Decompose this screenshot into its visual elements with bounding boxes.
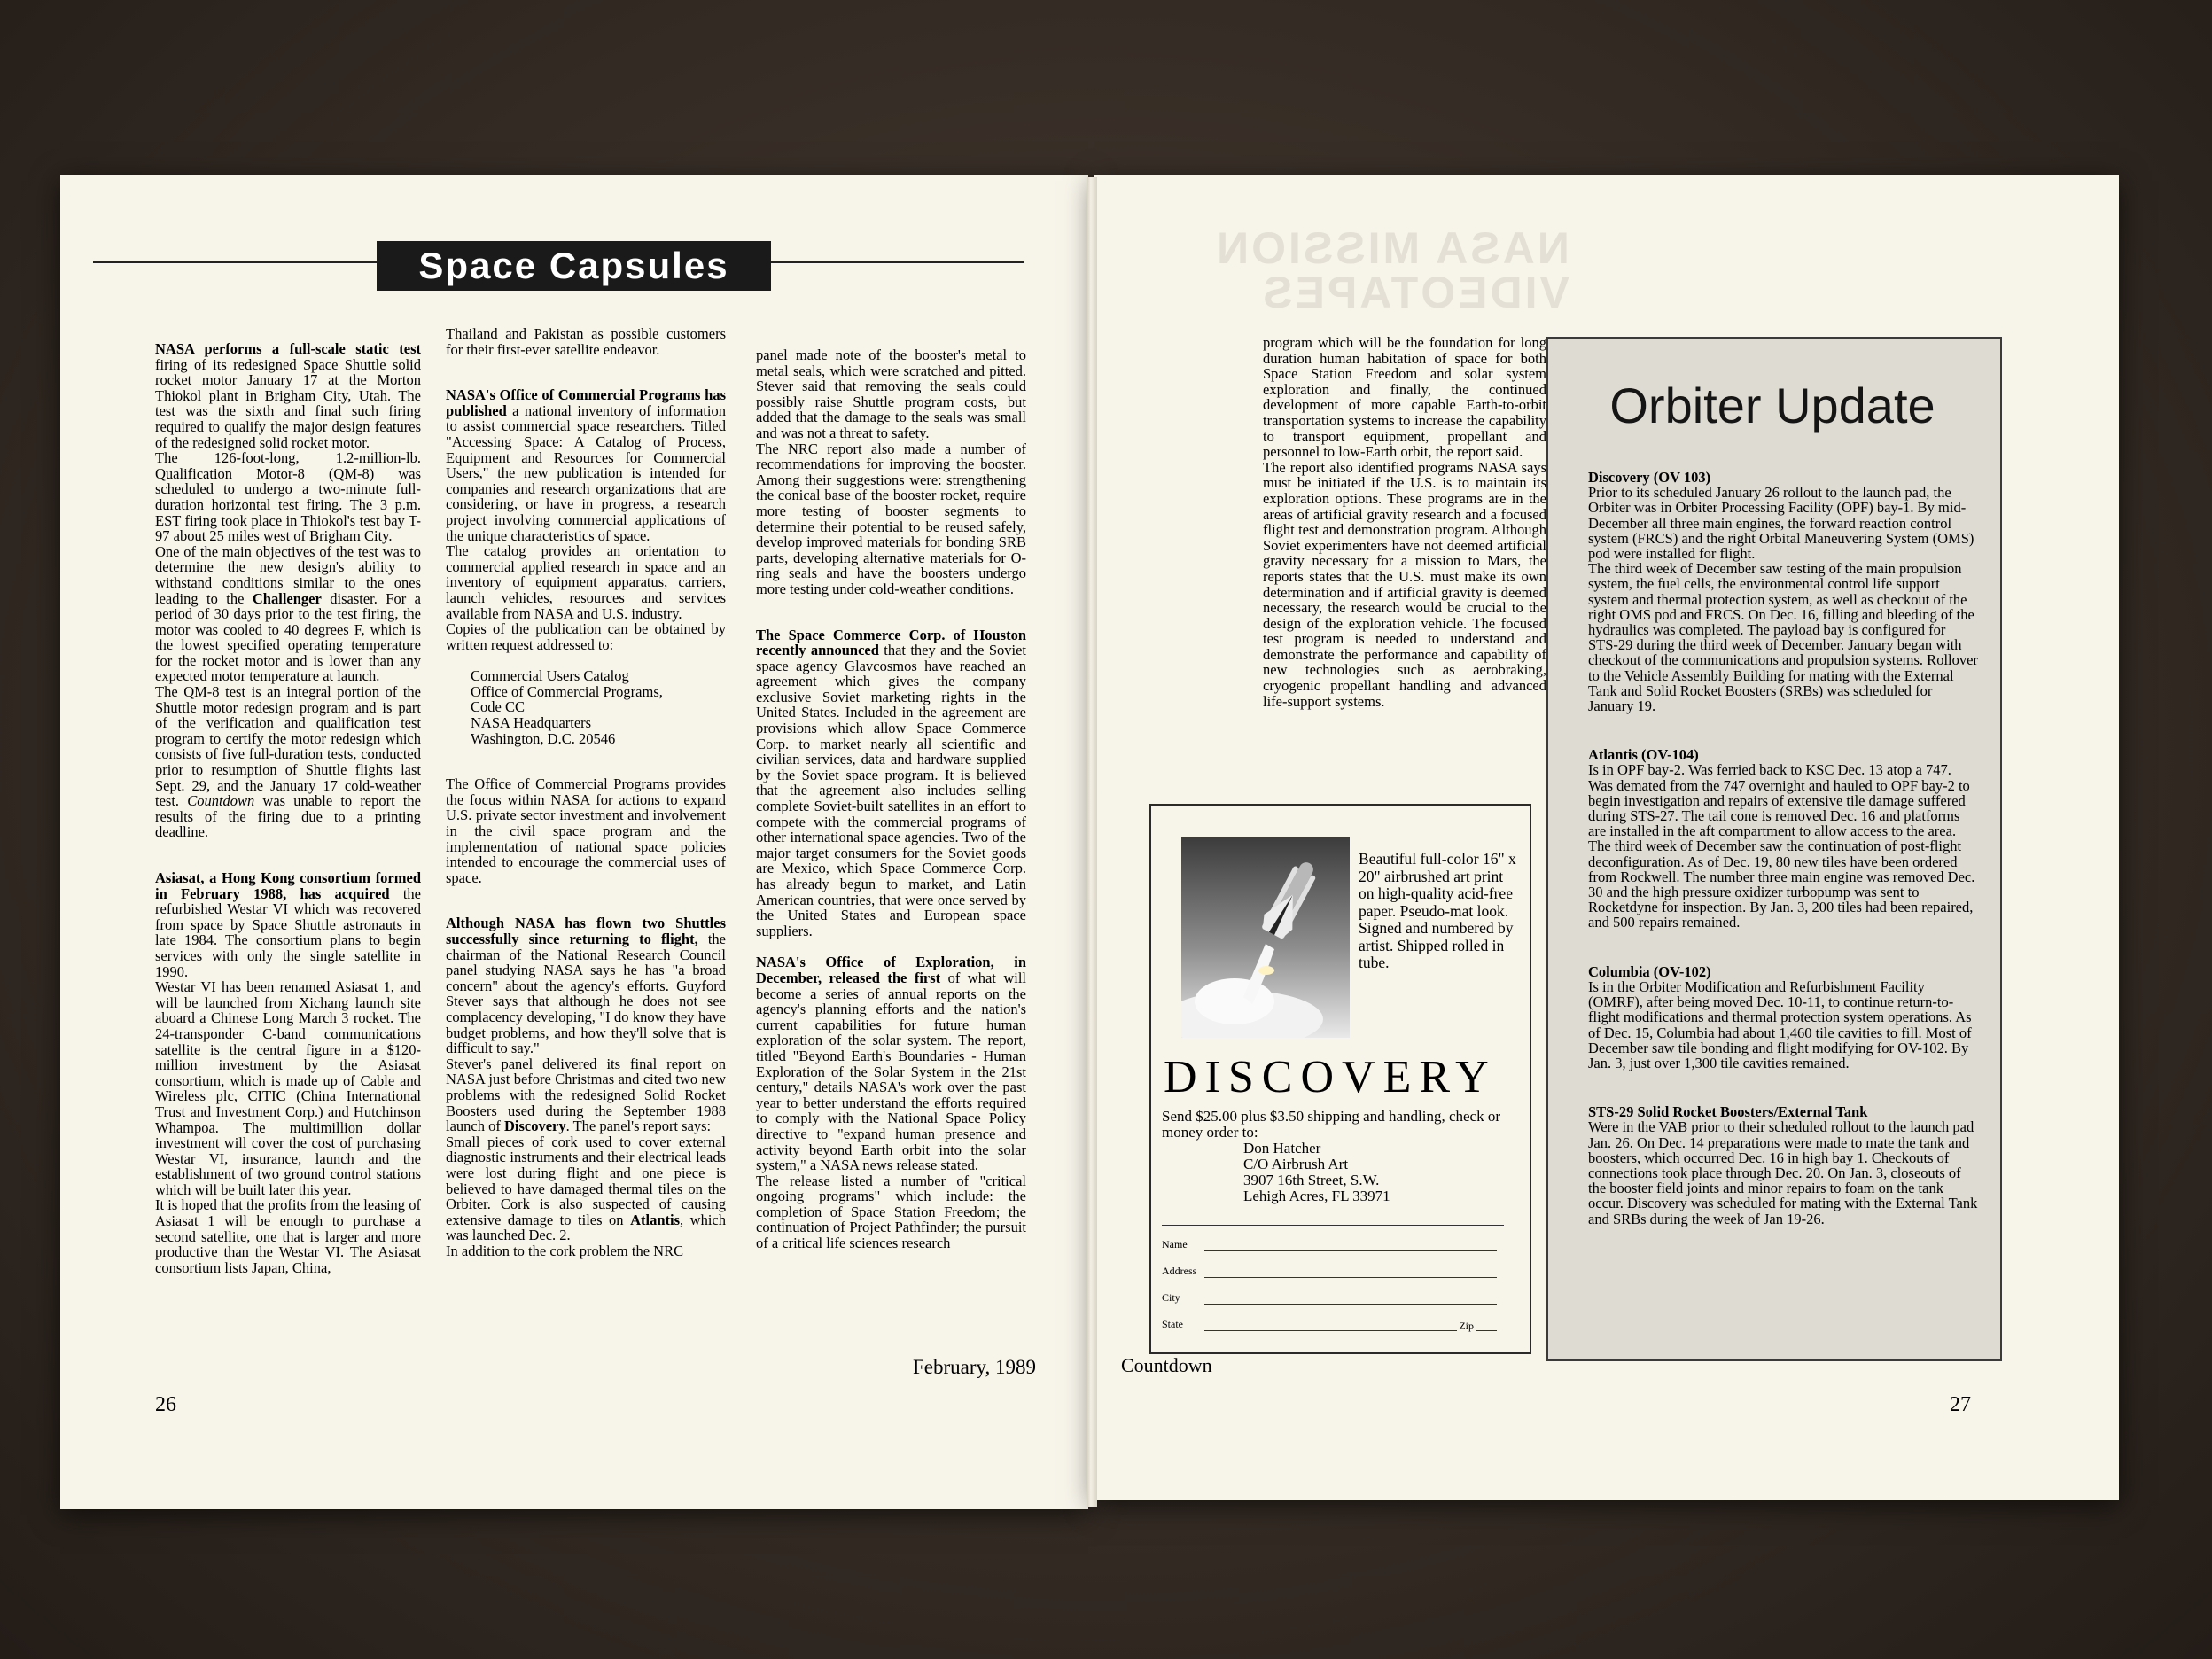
paragraph: Thailand and Pakistan as possible customers for their first-ever satellite endeavor.	[446, 325, 726, 358]
form-label-state: State	[1162, 1318, 1183, 1330]
paragraph: The release listed a number of "critical ongoing programs" which include: the completion of Space Station Freedom; the continuation of Project Pathfinder; the pursuit of a critical life sciences research	[756, 1172, 1026, 1252]
paragraph: Is in OPF bay-2. Was ferried back to KSC Dec. 13 atop a 747. Was demated from the 747 overnight and hauled to OPF bay-2 to begin investigation and repairs of extensive tile damage suffered during STS-27. The tail cone is removed Dec. 16 and platforms are installed in the aft compartment to allow access to the area. The third week of December saw the continuation of post-flight deconfiguration. As of Dec. 19, 80 new tiles have been ordered from Rockwell. The number three main engine was removed Dec. 30 and the high pressure oxidizer turbopump was sent to Rocketdyne for inspection. By Jan. 3, 200 tiles had been repaired, and 500 repairs remained.	[1588, 761, 1975, 931]
orbiter-update-title: Orbiter Update	[1609, 378, 1936, 433]
paragraph: One of the main objectives of the test was to determine the new design's ability to withstand conditions similar to the ones leading to the Challenger disaster. For a period of 30 days prior to the test firing, the motor was cooled to 40 degrees F, which is the lowest specified operating temperature for the rocket motor and is lower than any expected motor temperature at launch.	[155, 542, 421, 685]
paragraph: Copies of the publication can be obtained by written request addressed to:	[446, 620, 726, 653]
ad-title: DISCOVERY	[1164, 1052, 1497, 1102]
paragraph: In addition to the cork problem the NRC	[446, 1242, 684, 1259]
paragraph: Prior to its scheduled January 26 rollout to the launch pad, the Orbiter was in Orbiter Processing Facility (OPF) bay-1. By mid-December all three main engines, the forward reaction control system (FRCS) and the right Orbital Maneuvering System (OMS) pod were installed for flight.	[1588, 484, 1974, 563]
orbiter-update-entries	[1588, 470, 1978, 1227]
entry-heading: Atlantis (OV-104)	[1588, 746, 1699, 764]
form-label-city: City	[1162, 1291, 1180, 1304]
entry-heading: Columbia (OV-102)	[1588, 962, 1711, 980]
paragraph: panel made note of the booster's metal to metal seals, which were scratched and pitted. Stever said that removing the seals could possibly raise Shuttle program costs, but added that the damage to the seals was small and was not a threat to safety.	[756, 347, 1026, 441]
paragraph: NASA's Office of Commercial Programs has published a national inventory of information to assist commercial space researchers. Titled "Accessing Space: A Catalog of Process, Equipment and Resources for Commercial Users," the new publication is intended for companies and research organizations that are considering, or have in progress, a research project involving commercial applications of the unique characteristics of space.	[446, 386, 726, 544]
form-divider	[1162, 1225, 1504, 1226]
paragraph: NASA's Office of Exploration, in December, released the first of what will become a series of annual reports on the agency's planning efforts and the nation's current capabilities for future human exploration of the solar system. The report, titled "Beyond Earth's Boundaries - Human Exploration of the Solar System in the 21st century," details NASA's work over the past year to better understand the efforts required to comply with the National Space Policy directive to "expand human presence and activity beyond Earth orbit into the solar system," a NASA news release stated.	[756, 954, 1026, 1174]
shuttle-launch-artwork	[1181, 837, 1350, 1038]
page-number-left: 26	[155, 1393, 176, 1416]
form-label-name: Name	[1162, 1238, 1188, 1250]
form-label-address: Address	[1162, 1265, 1197, 1277]
paragraph: Stever's panel delivered its final report on NASA just before Christmas and cited two new problems with the redesigned Solid Rocket Boosters used during the September 1988 launch of Discovery. The panel's report says:	[446, 1055, 726, 1135]
issue-date: February, 1989	[913, 1356, 1037, 1378]
paragraph: Were in the VAB prior to their scheduled rollout to the launch pad Jan. 26. On Dec. 14 preparations were made to mate the tank and boosters, which occurred Dec. 16 in high bay 1. Checkouts of connections took place through Dec. 20. On Jan. 3, closeouts of the booster field joints and minor repairs to foam on the tank occur. Discovery was scheduled for mating with the External Tank and SRBs during the week of Jan 19-26.	[1588, 1118, 1978, 1227]
paragraph: The 126-foot-long, 1.2-million-lb. Qualification Motor-8 (QM-8) was scheduled to undergo a two-minute full-duration horizontal test firing. The 3 p.m. EST firing took place in Thiokol's test bay T-97 about 25 miles west of Brigham City.	[155, 449, 421, 545]
paragraph: Is in the Orbiter Modification and Refurbishment Facility (OMRF), after being moved Dec. 10-11, to continue return-to-flight modifications and thermal protection system operations. As of Dec. 15, Columbia had about 1,460 tile cavities to fill. Most of December saw tile bonding and flight modifying for OV-102. By Jan. 3, just over 1,300 tile cavities remained.	[1588, 977, 1972, 1071]
paragraph: The QM-8 test is an integral portion of the Shuttle motor redesign program and is part of the verification and qualification test program to certify the motor redesign which consists of five full-duration tests, conducted prior to resumption of Shuttle flights last Sept. 29, and the January 17 cold-weather test. Countdown was unable to report the results of the firing due to a printing deadline.	[155, 683, 422, 841]
state-line	[1204, 1330, 1497, 1331]
paragraph: It is hoped that the profits from the leasing of Asiasat 1 will be enough to purchase a second satellite, one that is larger and more productive than the Westar VI. The Asiasat consortium lists Japan, China,	[155, 1196, 421, 1276]
order-form	[1162, 1230, 1507, 1336]
address-line	[1204, 1277, 1497, 1278]
paragraph: Small pieces of cork used to cover external diagnostic instruments and their electrical leads were lost during flight and one piece is believed to have damaged thermal tiles on the Orbiter. Cork is also suspected of causing extensive damage to tiles on Atlantis, which was launched Dec. 2.	[446, 1133, 726, 1244]
paragraph: Asiasat, a Hong Kong consortium formed in February 1988, has acquired the refurbished Westar VI which was recovered from space by Space Shuttle astronauts in late 1984. The consortium plans to begin services with only the single satellite in 1990.	[155, 869, 421, 980]
ad-description: Beautiful full-color 16" x 20" airbrushed art print on high-quality acid-free paper. Pseudo-mat look. Signed and numbered by artist. Shipped rolled in tube.	[1359, 850, 1516, 971]
paragraph: Westar VI has been renamed Asiasat 1, and will be launched from Xichang launch site aboard a Chinese Long March 3 rocket. The 24-transponder C-band communications satellite is the central figure in a $120-million investment by the Asiasat consortium, which is made up of Cable and Wireless plc, CITIC (China International Trust and Investment Corp.) and Hutchinson Whampoa. The multimillion dollar investment will cover the cost of purchasing Westar VI, insurance, launch and the establishment of two ground control stations which will be built later this year.	[155, 978, 421, 1198]
column-3	[756, 347, 1026, 1251]
right-column-1	[1263, 335, 1546, 709]
mailing-address: Commercial Users Catalog Office of Commercial Programs, Code CC NASA Headquarters Washington, D.C. 20546	[471, 667, 663, 747]
form-label-zip: Zip	[1459, 1320, 1474, 1332]
column-2	[446, 326, 726, 1258]
paragraph: NASA performs a full-scale static test firing of its redesigned Space Shuttle solid rocket motor January 17 at the Morton Thiokol plant in Brigham City, Utah. The test was the sixth and final such firing required to qualify the major design features of the redesigned solid rocket motor.	[155, 340, 421, 451]
entry-heading: STS-29 Solid Rocket Boosters/External Tank	[1588, 1103, 1868, 1121]
city-line	[1204, 1304, 1497, 1305]
paragraph: The report also identified programs NASA says must be initiated if the U.S. is to maintain its exploration options. These programs are in the areas of artificial gravity research and a focused flight test and demonstration program. Although Soviet experimenters have not deemed artificial gravity necessary for a mission to Mars, the reports states that the U.S. must make its own determination and if artificial gravity is deemed necessary, the research would be crucial to the design of the exploration vehicle. The focused test program is needed to understand and demonstrate the performance and capability of new technologies such as aerobraking, cryogenic propellant handling and advanced life-support systems.	[1263, 458, 1546, 710]
paragraph: The catalog provides an orientation to commercial applied research in space and an inventory of equipment apparatus, carriers, launch vehicles, resources and services available from NASA and U.S. industry.	[446, 542, 726, 622]
paragraph: Although NASA has flown two Shuttles successfully since returning to flight, the chairman of the National Research Council panel studying NASA says he has "a broad concern" about the agency's efforts. Guyford Stever says that although he does not see complacency developing, "I do know they have budget problems, and how they'll solve that is difficult to say."	[446, 915, 726, 1057]
name-line	[1204, 1250, 1497, 1251]
paragraph: The third week of December saw testing of the main propulsion system, the fuel cells, the environmental control life support system and thermal protection system, as well as checkout of the right OMS pod and FRCS. On Dec. 16, filling and bleeding of the hydraulics was completed. The payload bay is configured for STS-29 during the third week of December. January began with checkout of the communications and propulsion systems. Rollover to the Vehicle Assembly Building for mating with the External Tank and Solid Rocket Boosters (SRBs) was scheduled for January 19.	[1588, 560, 1978, 715]
show-through-text: NASA MISSION VIDEOTAPES	[1214, 223, 1569, 317]
footer-label: Countdown	[1121, 1354, 1212, 1376]
paragraph: The Space Commerce Corp. of Houston recently announced that they and the Soviet space agency Glavcosmos have reached an agreement which gives the company exclusive Soviet marketing rights in the United States. Included in the agreement are provisions which allow Space Commerce Corp. to market nearly all scientific and civilian services, data and hardware supplied by the Soviet space program. It is believed that the agreement also includes selling complete Soviet-built satellites in an effort to compete with the commercial programs of other international space agencies. Two of the major target consumers for the Soviet goods are Mexico, which Space Commerce Corp. has already begun to market, and Latin American countries, that were once served by the United States and European space suppliers.	[756, 626, 1026, 939]
section-title: Space Capsules	[377, 241, 771, 291]
paragraph: The NRC report also made a number of recommendations for improving the booster. Among their suggestions were: strengthening the conical base of the booster rocket, require more testing of booster segments to determine their potential to be reused safely, develop improved materials for bonding SRB parts, developing alternative materials for O-ring seals and have the boosters undergo more testing under cold-weather conditions.	[756, 440, 1026, 597]
paragraph: The Office of Commercial Programs provides the focus within NASA for actions to expand U.S. private sector investment and involvement in the civil space program and the implementation of national space policies intended to encourage the commercial uses of space.	[446, 775, 726, 886]
page-number-right: 27	[1950, 1393, 1971, 1416]
paragraph: program which will be the foundation for long duration human habitation of space for both Space Station Freedom and solar system exploration and finally, the continued development of more capable Earth-to-orbit transportation systems to increase the capability to transport equipment, propellant and personnel to low-Earth orbit, the report said.	[1263, 334, 1546, 461]
entry-heading: Discovery (OV 103)	[1588, 469, 1711, 486]
column-1	[155, 341, 421, 1275]
order-instructions: Send $25.00 plus $3.50 shipping and handling, check or money order to: Don Hatcher C/O Airbrush Art 3907 16th Street, S.W. Lehigh Acres, FL 33971	[1162, 1108, 1500, 1204]
magazine-spine	[1087, 177, 1097, 1507]
